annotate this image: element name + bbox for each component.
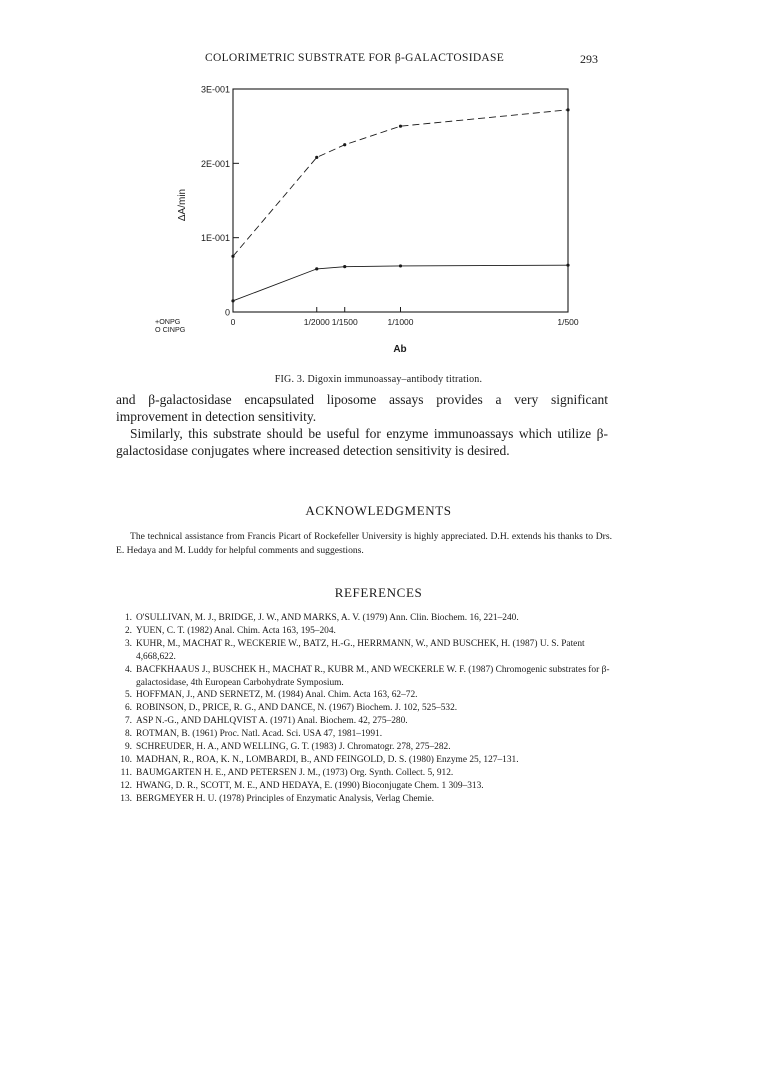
reference-text: HWANG, D. R., SCOTT, M. E., AND HEDAYA, E. (1990) Bioconjugate Chem. 1 309–313. <box>136 780 484 791</box>
data-point-cinpg <box>399 125 402 128</box>
acknowledgments-heading: ACKNOWLEDGMENTS <box>305 503 452 518</box>
running-title: COLORIMETRIC SUBSTRATE FOR β-GALACTOSIDASE <box>205 52 505 64</box>
reference-item <box>116 664 616 690</box>
legend-cinpg: O CINPG <box>155 325 186 334</box>
data-point-onpg <box>231 299 234 302</box>
reference-text: BERGMEYER H. U. (1978) Principles of Enzymatic Analysis, Verlag Chemie. <box>136 793 434 804</box>
reference-item <box>116 767 616 780</box>
reference-item <box>116 625 616 638</box>
series-line-cinpg <box>233 110 568 256</box>
reference-number: 1. <box>124 613 132 623</box>
reference-number: 10. <box>120 754 132 765</box>
reference-text: HOFFMAN, J., AND SERNETZ, M. (1984) Anal. Chim. Acta 163, 62–72. <box>136 690 418 701</box>
reference-number: 5. <box>124 690 132 701</box>
data-point-onpg <box>399 264 402 267</box>
reference-text: BACFKHAAUS J., BUSCHEK H., MACHAT R., KUBR M., AND WECKERLE W. F. (1987) Chromogenic substrates for β-galactosidase, 4th European Carbohydrate Symposium. <box>136 664 610 688</box>
reference-number: 3. <box>124 638 132 649</box>
x-tick-label: 0 <box>230 317 236 327</box>
legend-onpg: +ONPG <box>155 317 181 326</box>
reference-number: 7. <box>124 716 132 727</box>
antibody-titration-chart <box>0 0 757 372</box>
body-paragraph-2: Similarly, this substrate should be useful for enzyme immunoassays which utilize β-galactosidase conjugates where increased detection sensitivity is desired. <box>116 426 608 458</box>
reference-number: 6. <box>124 703 132 714</box>
x-tick-label: 1/1000 <box>387 317 414 327</box>
x-tick-label: 1/2000 <box>303 317 330 327</box>
reference-number: 13. <box>120 793 132 804</box>
reference-item <box>116 638 616 664</box>
x-axis-label: Ab <box>393 344 407 355</box>
data-point-cinpg <box>231 255 234 258</box>
data-point-cinpg <box>566 108 569 111</box>
reference-item <box>116 728 616 741</box>
x-tick-label: 1/1500 <box>331 317 358 327</box>
y-tick-label: 0 <box>224 307 230 318</box>
reference-number: 9. <box>124 742 132 753</box>
y-tick-label: 3E-001 <box>200 84 230 95</box>
acknowledgments-text: The technical assistance from Francis Picart of Rockefeller University is highly appreciated. D.H. extends his thanks to Drs. E. Hedaya and M. Luddy for helpful comments and suggestions. <box>116 531 612 556</box>
reference-text: MADHAN, R., ROA, K. N., LOMBARDI, B., AND FEINGOLD, D. S. (1980) Enzyme 25, 127–131. <box>136 754 519 765</box>
y-axis-label: ΔA/min <box>177 188 188 222</box>
data-point-cinpg <box>315 156 318 159</box>
data-point-onpg <box>343 265 346 268</box>
y-tick-label: 2E-001 <box>200 158 230 169</box>
x-tick-label: 1/500 <box>557 317 579 327</box>
series-line-onpg <box>233 265 568 301</box>
reference-item <box>116 689 616 702</box>
body-paragraph-1: and β-galactosidase encapsulated liposome assays provides a very significant improvement in detection sensitivity. <box>116 392 608 424</box>
reference-item <box>116 715 616 728</box>
reference-item <box>116 702 616 715</box>
reference-number: 12. <box>120 780 132 791</box>
reference-item <box>116 741 616 754</box>
reference-text: SCHREUDER, H. A., AND WELLING, G. T. (1983) J. Chromatogr. 278, 275–282. <box>136 742 451 753</box>
data-point-onpg <box>566 264 569 267</box>
reference-text: ASP N.-G., AND DAHLQVIST A. (1971) Anal. Biochem. 42, 275–280. <box>136 716 408 727</box>
page-number: 293 <box>580 52 598 66</box>
reference-text: ROTMAN, B. (1961) Proc. Natl. Acad. Sci. USA 47, 1981–1991. <box>136 729 383 740</box>
reference-text: ROBINSON, D., PRICE, R. G., AND DANCE, N. (1967) Biochem. J. 102, 525–532. <box>136 703 458 714</box>
figure-caption: FIG. 3. Digoxin immunoassay–antibody titration. <box>274 374 483 385</box>
data-point-cinpg <box>343 143 346 146</box>
reference-item <box>116 612 616 625</box>
references-heading: REFERENCES <box>334 585 423 600</box>
reference-item <box>116 754 616 767</box>
reference-item <box>116 793 616 806</box>
reference-number: 2. <box>124 625 132 636</box>
reference-item <box>116 780 616 793</box>
reference-text: KUHR, M., MACHAT R., WECKERIE W., BATZ, H.-G., HERRMANN, W., AND BUSCHEK, H. (1987) U. S. Patent 4,668,622. <box>136 638 585 662</box>
references-list <box>116 612 616 806</box>
reference-number: 11. <box>120 767 132 778</box>
reference-number: 4. <box>124 664 132 675</box>
reference-text: BAUMGARTEN H. E., AND PETERSEN J. M., (1973) Org. Synth. Collect. 5, 912. <box>136 767 454 778</box>
reference-text: O'SULLIVAN, M. J., BRIDGE, J. W., AND MARKS, A. V. (1979) Ann. Clin. Biochem. 16, 221–240. <box>136 613 519 623</box>
reference-number: 8. <box>124 729 132 740</box>
data-point-onpg <box>315 267 318 270</box>
y-tick-label: 1E-001 <box>200 233 230 244</box>
plot-frame <box>233 89 568 312</box>
reference-text: YUEN, C. T. (1982) Anal. Chim. Acta 163, 195–204. <box>136 625 336 636</box>
